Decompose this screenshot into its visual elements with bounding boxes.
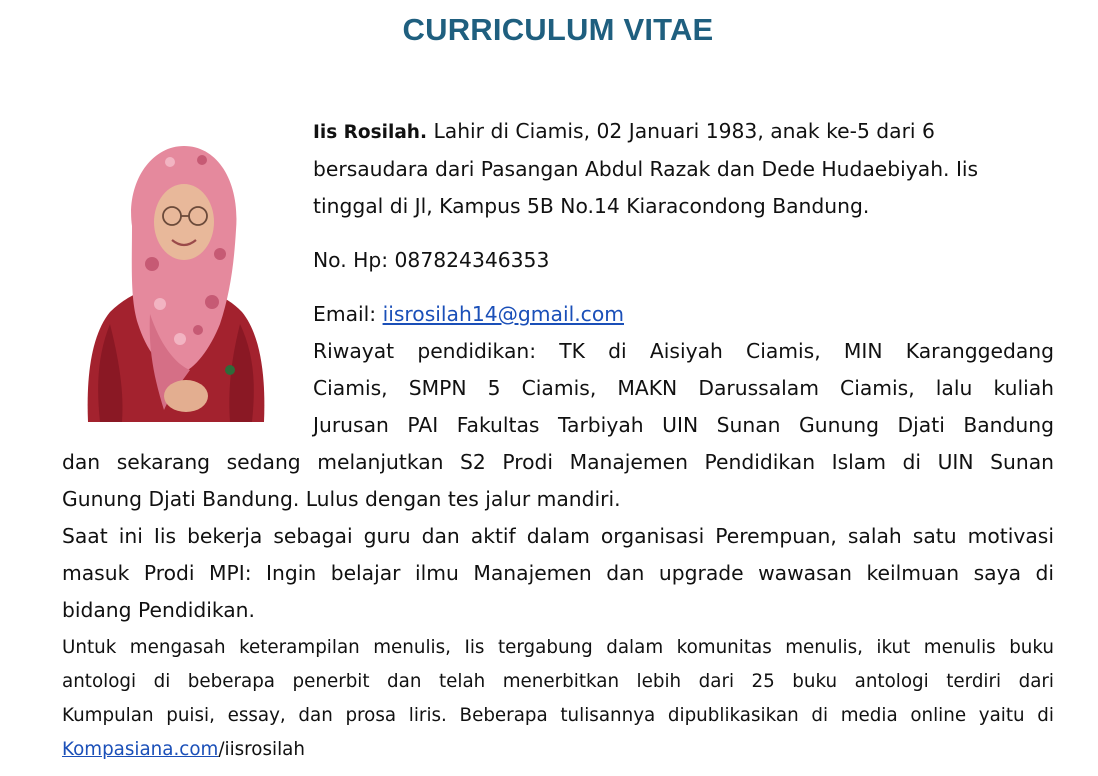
kompasiana-path: /iisrosilah [218, 739, 305, 760]
phone-paragraph [62, 242, 1054, 279]
education-line-3: Jurusan PAI Fakultas Tarbiyah UIN Sunan Gunung Djati Bandung [313, 413, 1054, 437]
writing-line-2: antologi di beberapa penerbit dan telah menerbitkan lebih dari 25 buku antologi terdiri dari [62, 671, 1054, 692]
education-line-4: dan sekarang sedang melanjutkan S2 Prodi Manajemen Pendidikan Islam di UIN Sunan [62, 450, 1054, 474]
phone-number: No. Hp: 087824346353 [313, 248, 550, 272]
writing-line-1: Untuk mengasah keterampilan menulis, Iis tergabung dalam komunitas menulis, ikut menulis buku [62, 637, 1054, 658]
page-title: CURRICULUM VITAE [402, 12, 714, 47]
work-line-1: Saat ini Iis bekerja sebagai guru dan aktif dalam organisasi Perempuan, salah satu motivasi [62, 524, 1054, 548]
contact-education-block [62, 296, 1054, 629]
email-link[interactable]: iisrosilah14@gmail.com [382, 302, 624, 326]
education-line-5: Gunung Djati Bandung. Lulus dengan tes jalur mandiri. [62, 487, 621, 511]
intro-line-1: Lahir di Ciamis, 02 Januari 1983, anak ke-5 dari 6 [427, 119, 935, 143]
education-line-2: Ciamis, SMPN 5 Ciamis, MAKN Darussalam Ciamis, lalu kuliah [313, 376, 1054, 400]
writing-paragraph [62, 631, 1054, 767]
person-name: Iis Rosilah. [313, 122, 428, 143]
intro-line-2: bersaudara dari Pasangan Abdul Razak dan Dede Hudaebiyah. Iis [313, 157, 979, 181]
email-label: Email: [313, 302, 383, 326]
work-line-2: masuk Prodi MPI: Ingin belajar ilmu Manajemen dan upgrade wawasan keilmuan saya di [62, 561, 1054, 585]
intro-line-3: tinggal di Jl, Kampus 5B No.14 Kiaracondong Bandung. [313, 194, 870, 218]
intro-paragraph [62, 113, 1054, 225]
education-line-1: Riwayat pendidikan: TK di Aisiyah Ciamis, MIN Karanggedang [313, 339, 1054, 363]
kompasiana-link[interactable]: Kompasiana.com [62, 739, 219, 760]
work-line-3: bidang Pendidikan. [62, 598, 255, 622]
writing-line-3: Kumpulan puisi, essay, dan prosa liris. Beberapa tulisannya dipublikasikan di media online yaitu di [62, 705, 1054, 726]
